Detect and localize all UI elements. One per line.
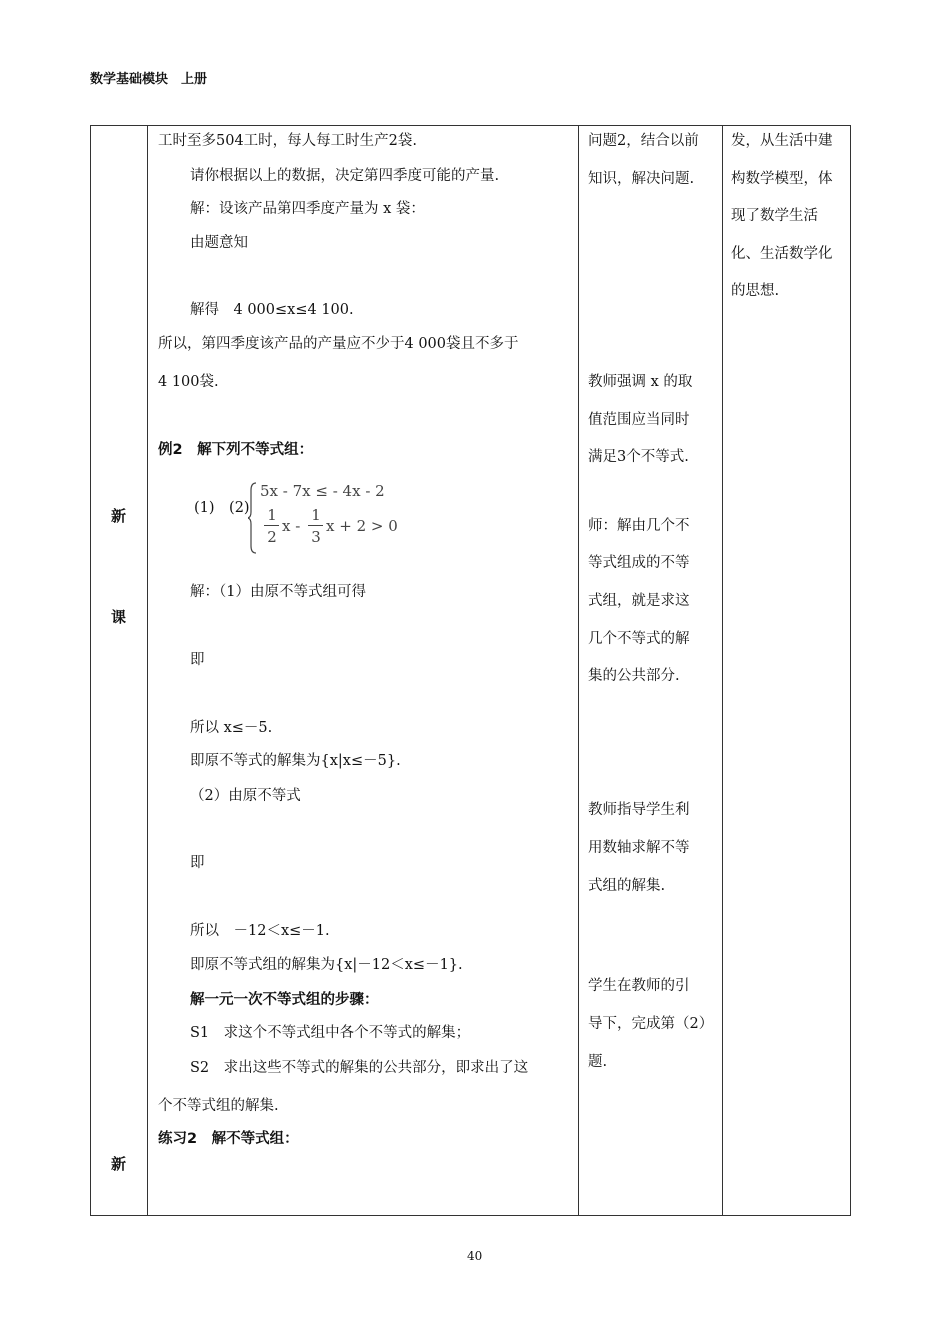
teacher-note: 学生在教师的引: [588, 978, 690, 994]
solution-part-1: 解：（1）由原不等式组可得: [190, 584, 366, 600]
main-text: 4 100袋.: [158, 374, 219, 390]
intent-note: 发，从生活中建: [731, 133, 833, 149]
step-s1: S1 求这个不等式组中各个不等式的解集；: [190, 1025, 471, 1041]
main-text: 即原不等式的解集为{x|x≤－5}.: [190, 753, 401, 769]
teacher-note: 值范围应当同时: [588, 412, 690, 428]
teacher-note: 集的公共部分.: [588, 668, 680, 684]
teacher-note: 导下，完成第（2）: [588, 1016, 714, 1032]
fraction-numerator: 1: [311, 506, 321, 524]
main-text: 所以，第四季度该产品的产量应不少于4 000袋且不多于: [158, 336, 519, 352]
fraction-denominator: 2: [267, 528, 277, 546]
main-text: 即: [190, 652, 205, 668]
main-text: 工时至多504工时，每人每工时生产2袋.: [158, 133, 418, 149]
intent-note: 现了数学生活: [731, 208, 818, 224]
teacher-note: 式组，就是求这: [588, 593, 690, 609]
teacher-note: 知识，解决问题.: [588, 171, 695, 187]
teacher-note: 式组的解集.: [588, 878, 666, 894]
teacher-note: 满足3个不等式.: [588, 449, 689, 465]
exercise-2-heading: 练习2 解不等式组：: [158, 1131, 299, 1147]
main-text: 所以 x≤－5.: [190, 720, 273, 736]
side-label-xin: 新: [111, 507, 127, 525]
sub-question-labels: (1) (2): [194, 500, 250, 516]
inequality-2-rest: x + 2 > 0: [326, 517, 398, 535]
main-text: 个不等式组的解集.: [158, 1098, 279, 1114]
solution-intro: 解：设该产品第四季度产量为 x 袋：: [190, 201, 425, 217]
main-text: 所以 －12＜x≤－1.: [190, 923, 330, 939]
teacher-note: 教师强调 x 的取: [588, 374, 693, 390]
column-divider: [578, 125, 579, 1216]
teacher-note: 问题2，结合以前: [588, 133, 699, 149]
side-label-ke: 课: [111, 608, 127, 626]
intent-note: 构数学模型，体: [731, 171, 833, 187]
teacher-note: 教师指导学生利: [588, 802, 690, 818]
page-number: 40: [467, 1249, 483, 1263]
teacher-note: 题.: [588, 1054, 608, 1070]
fraction-numerator: 1: [267, 506, 277, 524]
fraction-denominator: 3: [311, 528, 321, 546]
main-text: 由题意知: [190, 235, 248, 251]
fraction-bar: [308, 525, 323, 526]
side-label-xin-2: 新: [111, 1155, 127, 1173]
main-text: 即原不等式组的解集为{x|－12＜x≤－1}.: [190, 957, 463, 973]
fraction-bar: [264, 525, 279, 526]
column-divider: [722, 125, 723, 1216]
solution-part-2: （2）由原不等式: [190, 788, 301, 804]
teacher-note: 师：解由几个不: [588, 518, 690, 534]
intent-note: 的思想.: [731, 283, 780, 299]
term-x-minus: x -: [282, 517, 301, 535]
step-s2: S2 求出这些不等式的解集的公共部分，即求出了这: [190, 1060, 529, 1076]
example-2-heading: 例2 解下列不等式组：: [158, 442, 314, 458]
teacher-note: 几个不等式的解: [588, 631, 690, 647]
main-text: 请你根据以上的数据，决定第四季度可能的产量.: [190, 168, 500, 184]
book-header: 数学基础模块 上册: [90, 72, 208, 87]
inequality-1: 5x - 7x ≤ - 4x - 2: [260, 482, 385, 500]
intent-note: 化、生活数学化: [731, 246, 833, 262]
column-divider: [147, 125, 148, 1216]
main-text: 解得 4 000≤x≤4 100.: [190, 302, 354, 318]
steps-heading: 解一元一次不等式组的步骤：: [190, 992, 379, 1008]
teacher-note: 等式组成的不等: [588, 555, 690, 571]
main-text: 即: [190, 855, 205, 871]
teacher-note: 用数轴求解不等: [588, 840, 690, 856]
